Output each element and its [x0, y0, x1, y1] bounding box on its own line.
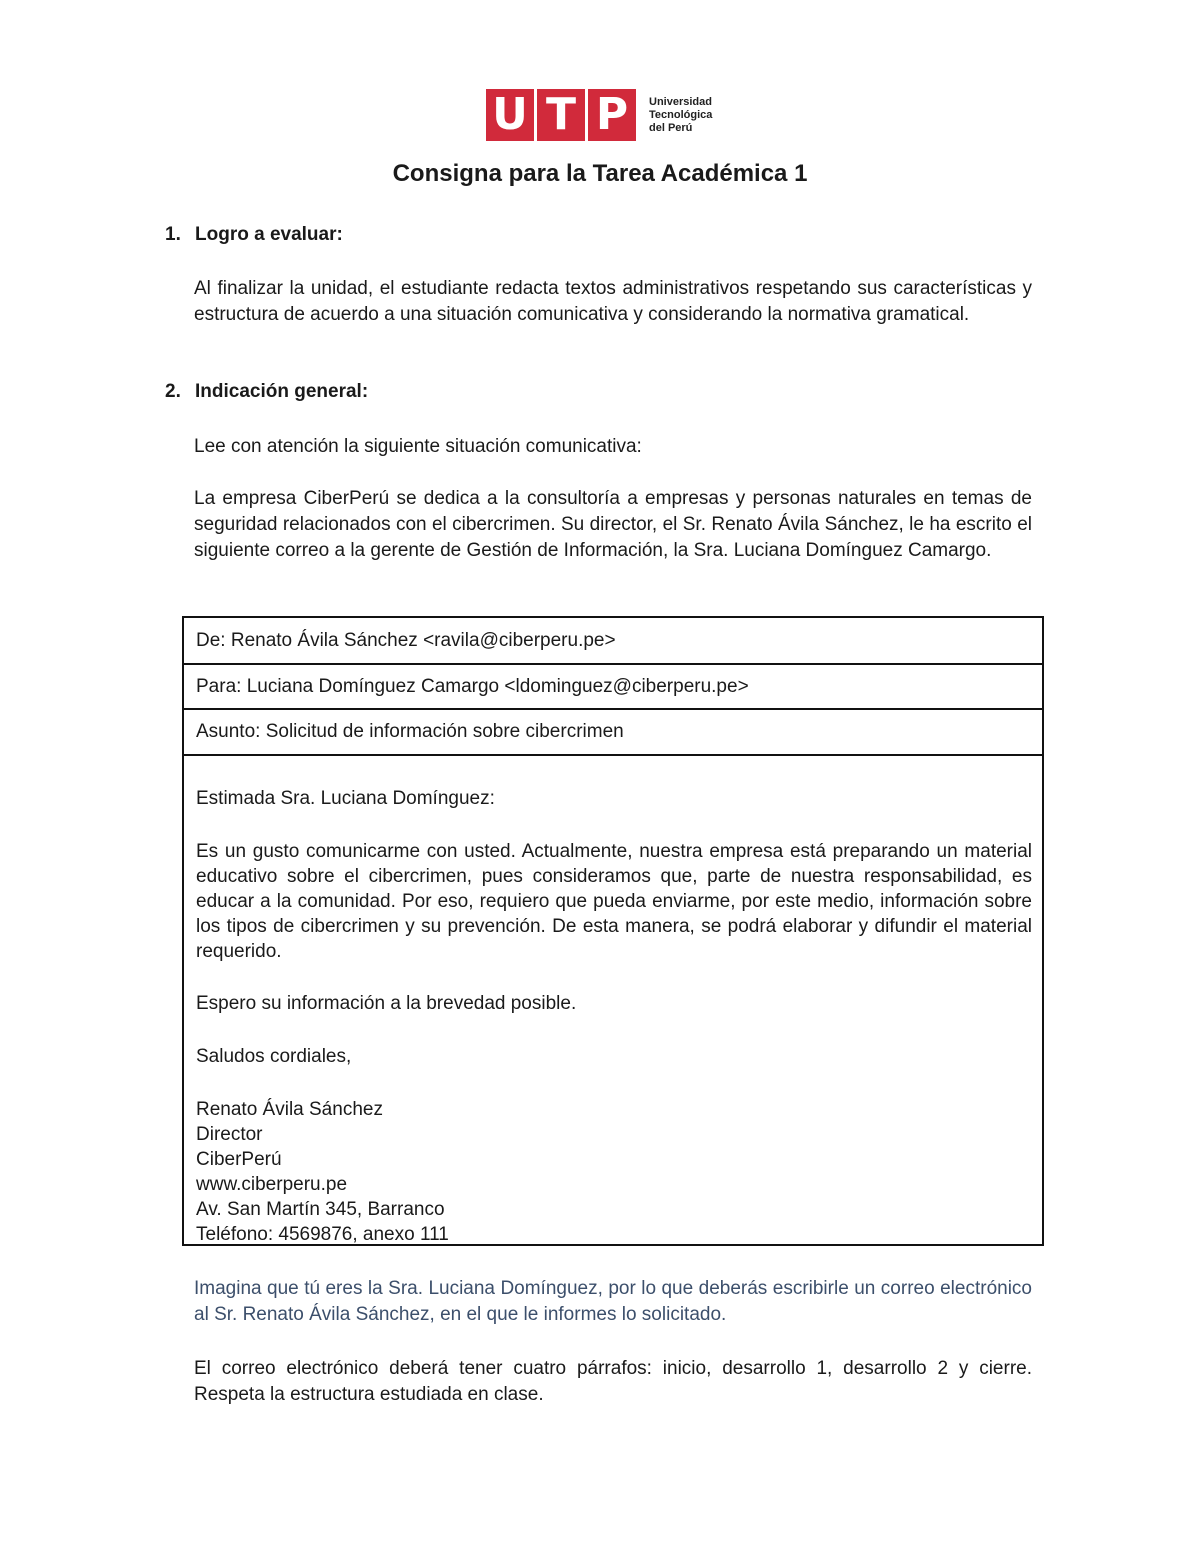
logo-text-line-2: Tecnológica	[649, 108, 713, 121]
email-closing: Saludos cordiales,	[196, 1046, 352, 1067]
signature-name: Renato Ávila Sánchez	[196, 1099, 383, 1120]
logo-text	[649, 96, 712, 135]
email-body	[184, 756, 1042, 1247]
section-2-heading-text: Indicación general:	[195, 381, 369, 402]
section-1-heading	[165, 224, 343, 246]
email-signature	[196, 1097, 1032, 1247]
document-title: Consigna para la Tarea Académica 1	[392, 160, 808, 187]
email-body-paragraph-2: Espero su información a la brevedad posible.	[196, 993, 577, 1014]
email-to: Para: Luciana Domínguez Camargo <ldominguez@ciberperu.pe>	[184, 665, 1042, 710]
section-2-heading	[165, 381, 368, 403]
signature-website: www.ciberperu.pe	[196, 1174, 348, 1195]
section-1-text: Al finalizar la unidad, el estudiante redacta textos administrativos respetando sus características y estructura de acuerdo a una situación comunicativa y considerando la normativa gramatical.	[194, 278, 1032, 325]
logo-letter-p: P	[588, 89, 636, 141]
email-box	[182, 616, 1044, 1246]
section-2-situation: La empresa CiberPerú se dedica a la consultoría a empresas y personas naturales en temas de seguridad relacionados con el cibercrimen. Su director, el Sr. Renato Ávila Sánchez, le ha escrito el siguiente correo a la gerente de Gestión de Información, la Sra. Luciana Domínguez Camargo.	[194, 488, 1032, 561]
email-subject: Asunto: Solicitud de información sobre cibercrimen	[184, 710, 1042, 756]
email-from: De: Renato Ávila Sánchez <ravila@ciberperu.pe>	[184, 618, 1042, 665]
signature-address: Av. San Martín 345, Barranco	[196, 1199, 445, 1220]
signature-role: Director	[196, 1124, 263, 1145]
section-2-intro: Lee con atención la siguiente situación comunicativa:	[194, 436, 642, 457]
logo-letter-u: U	[486, 89, 534, 141]
logo-text-line-3: del Perú	[649, 121, 693, 134]
requirement-text: El correo electrónico deberá tener cuatro párrafos: inicio, desarrollo 1, desarrollo 2 y cierre. Respeta la estructura estudiada en clase.	[194, 1358, 1032, 1405]
logo-text-line-1: Universidad	[649, 95, 712, 108]
logo-letter-t: T	[537, 89, 585, 141]
signature-phone: Teléfono: 4569876, anexo 111	[196, 1224, 449, 1245]
section-1-number: 1.	[165, 224, 181, 245]
utp-logo	[486, 89, 712, 141]
section-1-heading-text: Logro a evaluar:	[195, 224, 343, 245]
utp-logo-mark	[486, 89, 639, 141]
email-greeting: Estimada Sra. Luciana Domínguez:	[196, 788, 495, 809]
section-2-number: 2.	[165, 381, 181, 402]
instruction-text: Imagina que tú eres la Sra. Luciana Domínguez, por lo que deberás escribirle un correo electrónico al Sr. Renato Ávila Sánchez, en el que le informes lo solicitado.	[194, 1278, 1032, 1325]
signature-company: CiberPerú	[196, 1149, 282, 1170]
email-body-paragraph-1: Es un gusto comunicarme con usted. Actualmente, nuestra empresa está preparando un material educativo sobre el cibercrimen, pues consideramos que, parte de nuestra responsabilidad, es educar a la comunidad. Por eso, requiero que pueda enviarme, por este medio, información sobre los tipos de cibercrimen y su prevención. De esta manera, se podrá elaborar y difundir el material requerido.	[196, 841, 1032, 962]
